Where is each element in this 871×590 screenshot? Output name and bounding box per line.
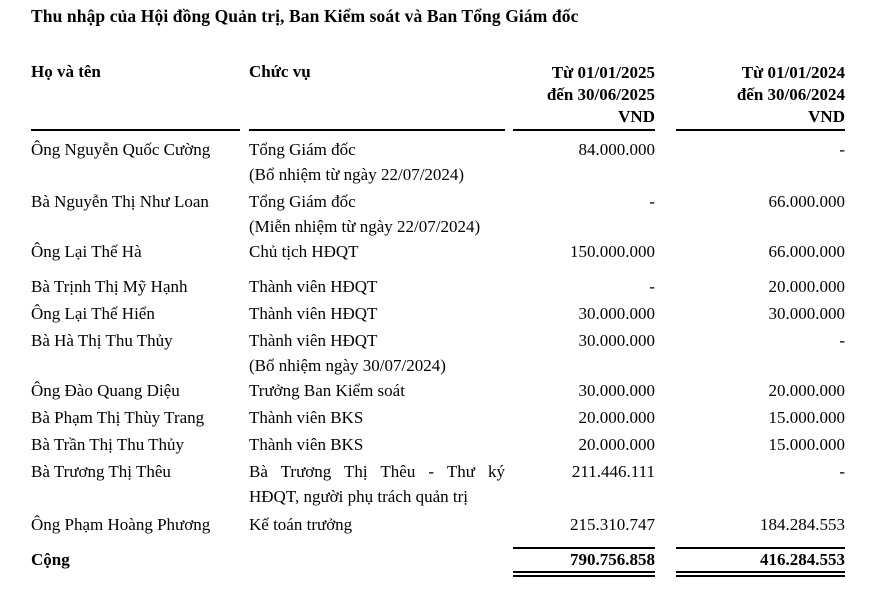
total-rule-bottom-2024-upper	[676, 571, 845, 573]
row-amount-2024: -	[839, 140, 845, 159]
row-role: Bà Trương Thị Thêu - Thư ký	[249, 462, 505, 481]
row-name: Bà Nguyễn Thị Như Loan	[31, 192, 209, 211]
column-header-period-2024-currency: VND	[808, 107, 845, 126]
row-amount-2024: 15.000.000	[768, 408, 845, 427]
row-name: Ông Lại Thế Hiển	[31, 304, 155, 323]
total-rule-bottom-2025-upper	[513, 571, 655, 573]
row-role: Tổng Giám đốc	[249, 192, 356, 211]
row-role: Thành viên HĐQT	[249, 304, 378, 323]
row-amount-2024: 20.000.000	[768, 381, 845, 400]
total-rule-top-2025	[513, 547, 655, 549]
row-amount-2024: 184.284.553	[760, 515, 845, 534]
column-header-period-2025-line1: Từ 01/01/2025	[551, 63, 655, 82]
row-name: Ông Đào Quang Diệu	[31, 381, 180, 400]
row-amount-2024: 66.000.000	[768, 192, 845, 211]
row-role-note: (Bổ nhiệm ngày 30/07/2024)	[249, 356, 446, 375]
row-role: Trưởng Ban Kiểm soát	[249, 381, 405, 400]
column-header-period-2024-line2: đến 30/06/2024	[736, 85, 845, 104]
row-name: Bà Trịnh Thị Mỹ Hạnh	[31, 277, 188, 296]
row-role: Thành viên BKS	[249, 408, 364, 427]
header-rule-col-2025	[513, 129, 655, 131]
row-amount-2024: 20.000.000	[768, 277, 845, 296]
row-amount-2025: -	[649, 192, 655, 211]
row-role: Chủ tịch HĐQT	[249, 242, 359, 261]
header-rule-col-role	[249, 129, 505, 131]
header-rule-col-2024	[676, 129, 845, 131]
row-name: Ông Phạm Hoàng Phương	[31, 515, 211, 534]
row-amount-2025: 150.000.000	[570, 242, 655, 261]
column-header-period-2024	[676, 62, 845, 128]
row-name: Bà Trần Thị Thu Thủy	[31, 435, 185, 454]
column-header-role: Chức vụ	[249, 62, 311, 81]
row-amount-2024: 66.000.000	[768, 242, 845, 261]
row-amount-2025: 84.000.000	[578, 140, 655, 159]
header-rule-col-name	[31, 129, 240, 131]
row-role: Tổng Giám đốc	[249, 140, 356, 159]
row-amount-2024: 15.000.000	[768, 435, 845, 454]
row-role-note: HĐQT, người phụ trách quản trị	[249, 487, 469, 506]
column-header-period-2025-line2: đến 30/06/2025	[546, 85, 655, 104]
column-header-name: Họ và tên	[31, 62, 101, 81]
row-amount-2024: 30.000.000	[768, 304, 845, 323]
total-rule-top-2024	[676, 547, 845, 549]
total-amount-2025: 790.756.858	[570, 550, 655, 569]
row-amount-2025: 30.000.000	[578, 381, 655, 400]
row-name: Bà Trương Thị Thêu	[31, 462, 171, 481]
row-amount-2025: 20.000.000	[578, 408, 655, 427]
row-name: Ông Nguyễn Quốc Cường	[31, 140, 211, 159]
row-role: Thành viên HĐQT	[249, 331, 378, 350]
row-role-note: (Bổ nhiệm từ ngày 22/07/2024)	[249, 165, 465, 184]
column-header-period-2024-line1: Từ 01/01/2024	[741, 63, 845, 82]
row-role: Kế toán trưởng	[249, 515, 353, 534]
row-amount-2024: -	[839, 462, 845, 481]
row-role: Thành viên HĐQT	[249, 277, 378, 296]
row-amount-2024: -	[839, 331, 845, 350]
row-amount-2025: 215.310.747	[570, 515, 655, 534]
row-role: Thành viên BKS	[249, 435, 364, 454]
page-title: Thu nhập của Hội đồng Quản trị, Ban Kiểm soát và Ban Tổng Giám đốc	[31, 6, 579, 26]
total-rule-bottom-2025-lower	[513, 575, 655, 577]
row-name: Bà Hà Thị Thu Thủy	[31, 331, 173, 350]
row-amount-2025: 20.000.000	[578, 435, 655, 454]
column-header-period-2025	[495, 62, 655, 128]
row-amount-2025: 211.446.111	[571, 462, 655, 481]
total-amount-2024: 416.284.553	[760, 550, 845, 569]
row-name: Ông Lại Thế Hà	[31, 242, 142, 261]
row-amount-2025: 30.000.000	[578, 304, 655, 323]
row-amount-2025: 30.000.000	[578, 331, 655, 350]
total-rule-bottom-2024-lower	[676, 575, 845, 577]
column-header-period-2025-currency: VND	[618, 107, 655, 126]
row-amount-2025: -	[649, 277, 655, 296]
row-role-note: (Miễn nhiệm từ ngày 22/07/2024)	[249, 217, 481, 236]
row-name: Bà Phạm Thị Thùy Trang	[31, 408, 205, 427]
total-label: Cộng	[31, 550, 70, 569]
